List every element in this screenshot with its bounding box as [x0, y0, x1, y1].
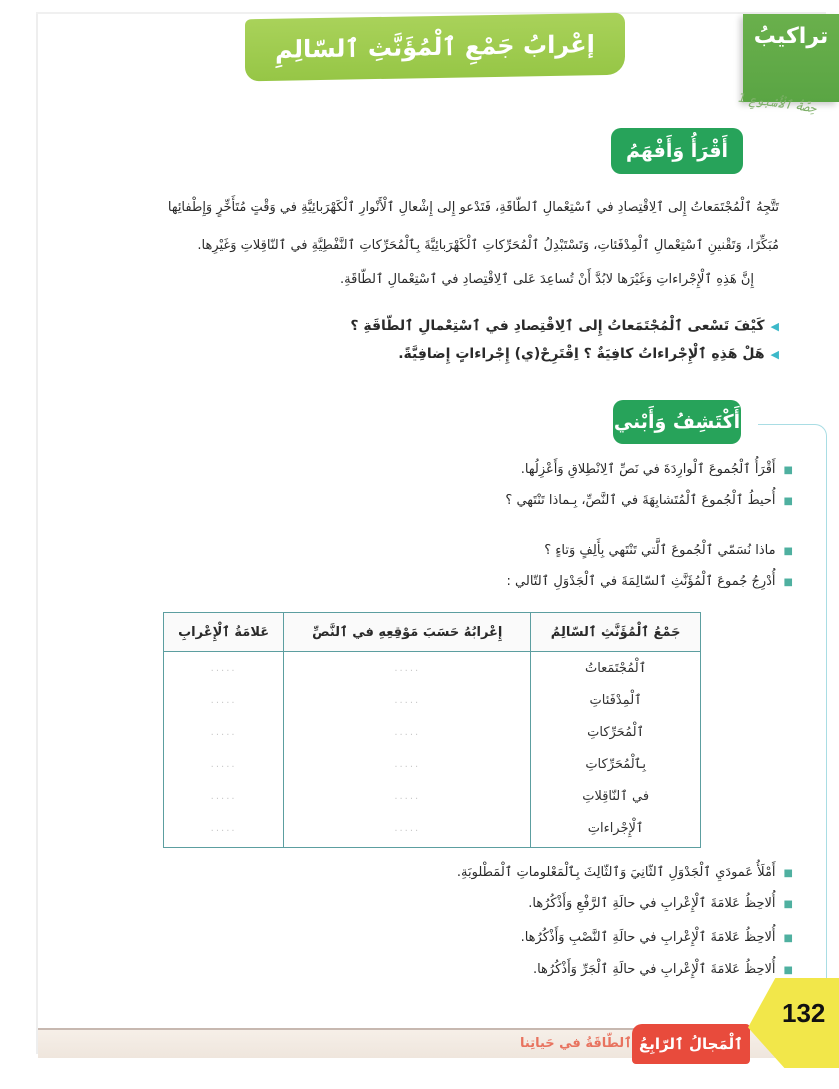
task-item — [533, 962, 793, 977]
page-number: 132 — [782, 998, 826, 1028]
sign-blank[interactable]: ..... — [164, 748, 284, 780]
task-text: أُلاحِظُ عَلامَةَ ٱلْإِعْرابِ في حالَةِ ٱلْجَرِّ وَأَذْكُرُها. — [532, 962, 776, 977]
parsing-blank[interactable]: ..... — [284, 780, 531, 812]
table-row — [164, 652, 701, 685]
lesson-title: إعْرابُ جَمْعِ ٱلْمُؤَنَّثِ ٱلسّالِمِ — [275, 30, 595, 64]
parsing-blank[interactable]: ..... — [284, 748, 531, 780]
triangle-bullet-icon: ◀ — [770, 320, 779, 333]
table-row — [164, 684, 701, 716]
parsing-blank[interactable]: ..... — [284, 684, 531, 716]
task-text: أَقْرَأُ ٱلْجُموعَ ٱلْوارِدَةَ في نَصِّ ٱلِانْطِلاقِ وَأَعْزِلُها. — [520, 462, 776, 477]
bullet-icon: ■ — [783, 868, 793, 879]
plural-cell: ٱلْمِدْفَئاتِ — [531, 684, 701, 716]
read-understand-heading: أَقْرَأُ وَأَفْهَمُ — [611, 128, 743, 174]
lesson-title-banner — [245, 13, 625, 82]
task-item — [544, 543, 793, 558]
bullet-icon: ■ — [783, 546, 793, 557]
task-text: أُدْرِجُ جُموعَ ٱلْمُؤَنَّثِ ٱلسّالِمَةَ في ٱلْجَدْوَلِ ٱلتّالي : — [506, 574, 776, 589]
reading-paragraph-line: إِنَّ هَذِهِ ٱلْإِجْراءاتِ وَغَيْرَها لابُدَّ أَنْ تُساعِدَ عَلى ٱلِاقْتِصادِ في ٱسْتِعْمالِ ٱلطّاقَةِ. — [340, 272, 754, 287]
reading-paragraph-line: مُبَكِّرًا، وَتَقْنينِ ٱسْتِعْمالِ ٱلْمِدْفَئاتِ، وَتَسْتَبْدِلُ ٱلْمُحَرِّكاتِ ٱلْكَهْرَبائِيَّةَ بِٱلْمُحَرِّكاتِ ٱلنَّفْطِيَّةِ في ٱلنّاقِلاتِ وَغَيْرِها. — [197, 238, 779, 253]
task-text: أُحيطُ ٱلْجُموعَ ٱلْمُتَشابِهَةَ في ٱلنَّصِّ، بِـماذا تَنْتَهي ؟ — [505, 493, 776, 508]
parsing-blank[interactable]: ..... — [284, 652, 531, 685]
task-item — [528, 896, 793, 911]
bullet-icon: ■ — [783, 577, 793, 588]
task-text: أُلاحِظُ عَلامَةَ ٱلْإِعْرابِ في حالَةِ ٱلنَّصْبِ وَأَذْكُرُها. — [520, 930, 776, 945]
plural-table — [163, 612, 701, 848]
plural-cell: بِٱلْمُحَرِّكاتِ — [531, 748, 701, 780]
column-header: جَمْعُ ٱلْمُؤَنَّثِ ٱلسّالِمُ — [531, 613, 701, 652]
bullet-icon: ■ — [783, 933, 793, 944]
task-item — [507, 574, 793, 589]
footer-domain-label: ٱلْمَجالُ ٱلرّابِعُ — [632, 1024, 750, 1064]
sign-blank[interactable]: ..... — [164, 716, 284, 748]
column-header: عَلامَةُ ٱلْإِعْرابِ — [164, 613, 284, 652]
task-item — [521, 930, 793, 945]
week-label: حِصَّةُ ٱلْأُسْبوعِ 1 — [737, 90, 818, 116]
section-label: تراكيبُ — [753, 24, 829, 49]
bullet-icon: ■ — [783, 899, 793, 910]
sign-blank[interactable]: ..... — [164, 780, 284, 812]
section-banner — [743, 14, 839, 102]
column-header: إِعْرابُهُ حَسَبَ مَوْقِعِهِ في ٱلنَّصِّ — [284, 613, 531, 652]
bullet-icon: ■ — [783, 465, 793, 476]
table-row — [164, 748, 701, 780]
task-text: ماذا نُسَمّي ٱلْجُموعَ ٱلَّتي تَنْتَهي بِأَلِفٍ وَتاءٍ ؟ — [544, 543, 776, 558]
discover-build-heading: أَكْتَشِفُ وَأَبْني — [613, 400, 741, 444]
question-text: كَيْفَ تَسْعى ٱلْمُجْتَمَعاتُ إِلى ٱلِاقْتِصادِ في ٱسْتِعْمالِ ٱلطّاقَةِ ؟ — [350, 318, 765, 334]
table-row — [164, 716, 701, 748]
task-item — [457, 865, 793, 880]
footer-subtitle: ٱلطّاقَةُ في حَياتِنا — [520, 1036, 632, 1051]
question-item — [350, 318, 779, 334]
reading-paragraph-line: تَتَّجِهُ ٱلْمُجْتَمَعاتُ إِلى ٱلِاقْتِصادِ في ٱسْتِعْمالِ ٱلطّاقَةِ، فَتَدْعو إِلى إِشْعالِ ٱلْأَنْوارِ ٱلْكَهْرَبائِيَّةِ في وَقْتٍ مُتَأَخِّرٍ وَإِطْفائِها — [167, 200, 779, 215]
page-left-edge — [36, 14, 38, 1054]
discover-box-border — [758, 424, 827, 1003]
triangle-bullet-icon: ◀ — [770, 348, 779, 361]
table-header-row — [164, 613, 701, 652]
plural-cell: في ٱلنّاقِلاتِ — [531, 780, 701, 812]
bullet-icon: ■ — [783, 965, 793, 976]
question-item — [398, 346, 779, 362]
sign-blank[interactable]: ..... — [164, 812, 284, 848]
task-text: أُلاحِظُ عَلامَةَ ٱلْإِعْرابِ في حالَةِ ٱلرَّفْعِ وَأَذْكُرُها. — [528, 896, 776, 911]
plural-cell: ٱلْمُحَرِّكاتِ — [531, 716, 701, 748]
table-row — [164, 812, 701, 848]
bullet-icon: ■ — [783, 496, 793, 507]
task-item — [521, 462, 793, 477]
task-item — [505, 493, 793, 508]
parsing-blank[interactable]: ..... — [284, 716, 531, 748]
sign-blank[interactable]: ..... — [164, 684, 284, 716]
question-text: هَلْ هَذِهِ ٱلْإِجْراءاتُ كافِيَةٌ ؟ اِقْتَرِحْ(ي) إِجْراءاتٍ إِضافِيَّةً. — [398, 346, 765, 362]
table-row — [164, 780, 701, 812]
page-top-edge — [36, 12, 826, 14]
parsing-blank[interactable]: ..... — [284, 812, 531, 848]
plural-cell: ٱلْإِجْراءاتِ — [531, 812, 701, 848]
plural-cell: ٱلْمُجْتَمَعاتُ — [531, 652, 701, 685]
sign-blank[interactable]: ..... — [164, 652, 284, 685]
task-text: أَمْلَأُ عَمودَيِ ٱلْجَدْوَلِ ٱلثّانِيَ وَٱلثّالِثَ بِٱلْمَعْلوماتِ ٱلْمَطْلوبَةِ. — [456, 865, 776, 880]
